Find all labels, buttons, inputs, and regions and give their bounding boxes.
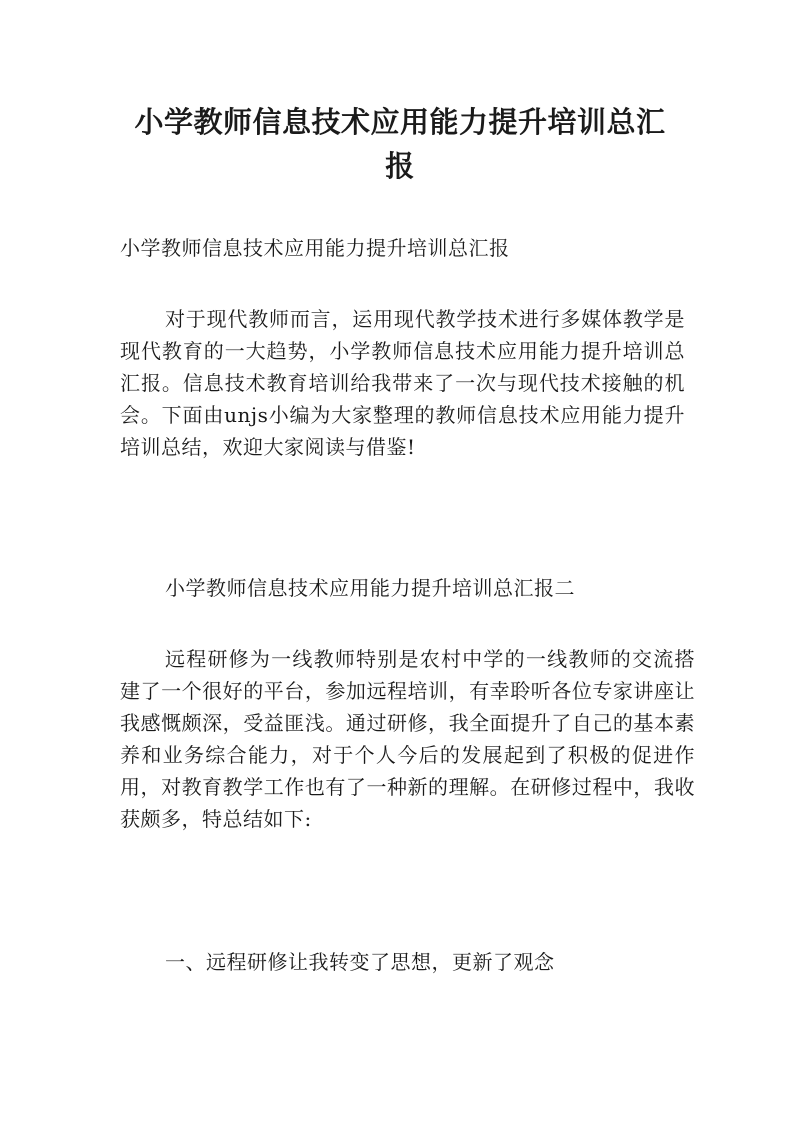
document-title: 小学教师信息技术应用能力提升培训总汇报 [134, 105, 666, 183]
document-subtitle: 小学教师信息技术应用能力提升培训总汇报 [120, 236, 510, 260]
intro-paragraph: 对于现代教师而言，运用现代教学技术进行多媒体教学是现代教育的一大趋势，小学教师信息技术应用能力提升培训总汇报。信息技术教育培训给我带来了一次与现代技术接触的机会。下面由unjs小编为大家整理的教师信息技术应用能力提升培训总结，欢迎大家阅读与借鉴! [120, 307, 685, 459]
body-paragraph: 远程研修为一线教师特别是农村中学的一线教师的交流搭建了一个很好的平台，参加远程培训，有幸聆听各位专家讲座让我感慨颇深，受益匪浅。通过研修，我全面提升了自己的基本素养和业务综合能力，对于个人今后的发展起到了积极的促进作用，对教育教学工作也有了一种新的理解。在研修过程中，我收获颇多，特总结如下: [120, 647, 695, 831]
section-heading-two: 小学教师信息技术应用能力提升培训总汇报二 [165, 576, 575, 600]
section-one-heading: 一、远程研修让我转变了思想，更新了观念 [165, 950, 555, 974]
